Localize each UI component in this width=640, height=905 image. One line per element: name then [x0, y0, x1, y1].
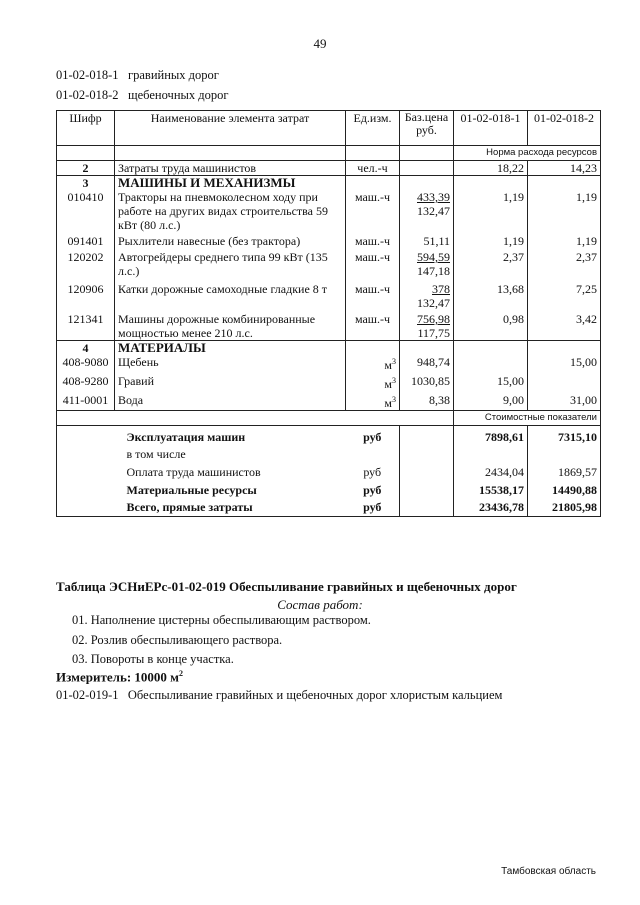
row-price: 756,98 117,75 [400, 310, 454, 341]
row-name: Катки дорожные самоходные гладкие 8 т [115, 278, 346, 310]
cost-value-2: 7315,10 [528, 426, 601, 445]
row-name: Вода [115, 391, 346, 411]
cost-name: Всего, прямые затраты [115, 497, 346, 517]
row-code: 120906 [57, 278, 115, 310]
code-number: 01-02-018-1 [56, 68, 119, 82]
cost-unit: руб [346, 479, 400, 497]
code-label: гравийных дорог [128, 68, 219, 82]
row-code: 411-0001 [57, 391, 115, 411]
cost-name: Оплата труда машинистов [126, 465, 261, 479]
work-step: 02. Розлив обеспыливающего раствора. [72, 633, 283, 647]
row-value-2: 31,00 [528, 391, 601, 411]
table-row [57, 310, 601, 341]
table2-code-line [56, 688, 502, 703]
row-price: 51,11 [400, 232, 454, 248]
row-unit: маш.-ч [346, 190, 400, 232]
cost-value-1: 7898,61 [454, 426, 528, 445]
row-value-1: 18,22 [454, 161, 528, 176]
row-value-1: 9,00 [454, 391, 528, 411]
cost-unit: руб [346, 497, 400, 517]
row-unit: $м^3$ [346, 391, 400, 411]
row-value-2: 15,00 [528, 355, 601, 372]
row-value-1: 13,68 [454, 278, 528, 310]
cost-name: Материальные ресурсы [126, 483, 257, 497]
row-value-1: 0,98 [454, 310, 528, 341]
row-price: 378 132,47 [400, 278, 454, 310]
row-name: Рыхлители навесные (без трактора) [115, 232, 346, 248]
row-value-2: 14,23 [528, 161, 601, 176]
code-line [56, 68, 219, 83]
row-unit: маш.-ч [346, 248, 400, 278]
table-row [57, 248, 601, 278]
cost-name: Эксплуатация машин [115, 426, 346, 445]
cost-value-1: 23436,78 [454, 497, 528, 517]
code-label: Обеспыливание гравийных и щебеночных дорог хлористым кальцием [127, 688, 503, 702]
row-value-1: 1,19 [454, 190, 528, 232]
table2-meter: Измеритель: 10000 $м^2$ [56, 669, 184, 685]
row-value-1: 1,19 [454, 232, 528, 248]
row-price: 948,74 [400, 355, 454, 372]
page-number: 49 [313, 36, 327, 51]
header-name: Наименование элемента затрат [115, 111, 346, 146]
row-code: 120202 [57, 248, 115, 278]
table2-title: Таблица ЭСНиЕРс-01-02-019 Обеспыливание гравийных и щебеночных дорог [56, 579, 517, 594]
table-row [57, 372, 601, 391]
work-step: 03. Повороты в конце участка. [72, 652, 234, 666]
cost-row [57, 479, 601, 497]
cost-row [57, 444, 601, 461]
row-value-2: 3,42 [528, 310, 601, 341]
cost-caption-row [57, 411, 601, 426]
table-row [57, 278, 601, 310]
table-header-row [57, 111, 601, 146]
code-number: 01-02-018-2 [56, 88, 119, 102]
row-unit: чел.-ч [346, 161, 400, 176]
code-label: щебеночных дорог [128, 88, 229, 102]
row-unit: маш.-ч [346, 278, 400, 310]
cost-unit: руб [346, 426, 400, 445]
cost-row [57, 461, 601, 479]
row-num: 2 [57, 161, 115, 176]
table-row [57, 232, 601, 248]
row-name: Машины дорожные комбинированные мощностью менее 210 л.с. [115, 310, 346, 341]
materials-section-row [57, 341, 601, 356]
table-row [57, 391, 601, 411]
row-name: Щебень [115, 355, 346, 372]
row-value-1 [454, 355, 528, 372]
row-value-1: 2,37 [454, 248, 528, 278]
section-num: 3 [57, 176, 115, 191]
row-unit: маш.-ч [346, 232, 400, 248]
norm-caption: Норма расхода ресурсов [454, 146, 601, 161]
row-code: 121341 [57, 310, 115, 341]
row-code: 010410 [57, 190, 115, 232]
cost-row [57, 497, 601, 517]
row-price: 1030,85 [400, 372, 454, 391]
row-value-2: 7,25 [528, 278, 601, 310]
header-col2: 01-02-018-2 [528, 111, 601, 146]
row-price: 8,38 [400, 391, 454, 411]
row-code: 408-9280 [57, 372, 115, 391]
row-unit: $м^3$ [346, 372, 400, 391]
table-row [57, 190, 601, 232]
header-col1: 01-02-018-1 [454, 111, 528, 146]
header-price: Баз.цена руб. [400, 111, 454, 146]
row-code: 091401 [57, 232, 115, 248]
row-value-2: 1,19 [528, 190, 601, 232]
cost-value-2: 21805,98 [528, 497, 601, 517]
cost-value-2: 1869,57 [528, 461, 601, 479]
row-name: Затраты труда машинистов [115, 161, 346, 176]
row-value-2: 1,19 [528, 232, 601, 248]
row-name: Гравий [115, 372, 346, 391]
section-title: МАШИНЫ И МЕХАНИЗМЫ [115, 176, 346, 191]
machines-section-row [57, 176, 601, 191]
row-unit: $м^3$ [346, 355, 400, 372]
row-value-2 [528, 372, 601, 391]
code-number: 01-02-019-1 [56, 688, 119, 702]
code-line [56, 88, 229, 103]
cost-value-1: 2434,04 [454, 461, 528, 479]
header-cipher: Шифр [57, 111, 115, 146]
labor-row [57, 161, 601, 176]
cost-value-2: 14490,88 [528, 479, 601, 497]
row-name: Автогрейдеры среднего типа 99 кВт (135 л.с.) [115, 248, 346, 278]
table-row [57, 355, 601, 372]
row-price: 594,59 147,18 [400, 248, 454, 278]
resource-table [56, 110, 601, 517]
cost-value-1: 15538,17 [454, 479, 528, 497]
work-step: 01. Наполнение цистерны обеспыливающим раствором. [72, 613, 371, 627]
row-unit: маш.-ч [346, 310, 400, 341]
cost-caption: Стоимостные показатели [454, 411, 601, 426]
row-value-1: 15,00 [454, 372, 528, 391]
header-unit: Ед.изм. [346, 111, 400, 146]
cost-name: в том числе [126, 447, 186, 461]
row-name: Тракторы на пневмоколесном ходу при работе на других видах строительства 59 кВт (80 л.с.) [115, 190, 346, 232]
row-price: 433,39 132,47 [400, 190, 454, 232]
norm-caption-row [57, 146, 601, 161]
section-num: 4 [57, 341, 115, 356]
row-value-2: 2,37 [528, 248, 601, 278]
table2-subtitle: Состав работ: [277, 597, 363, 612]
cost-unit: руб [346, 461, 400, 479]
row-code: 408-9080 [57, 355, 115, 372]
cost-row [57, 426, 601, 445]
section-title: МАТЕРИАЛЫ [115, 341, 346, 356]
footer-region: Тамбовская область [501, 866, 596, 877]
